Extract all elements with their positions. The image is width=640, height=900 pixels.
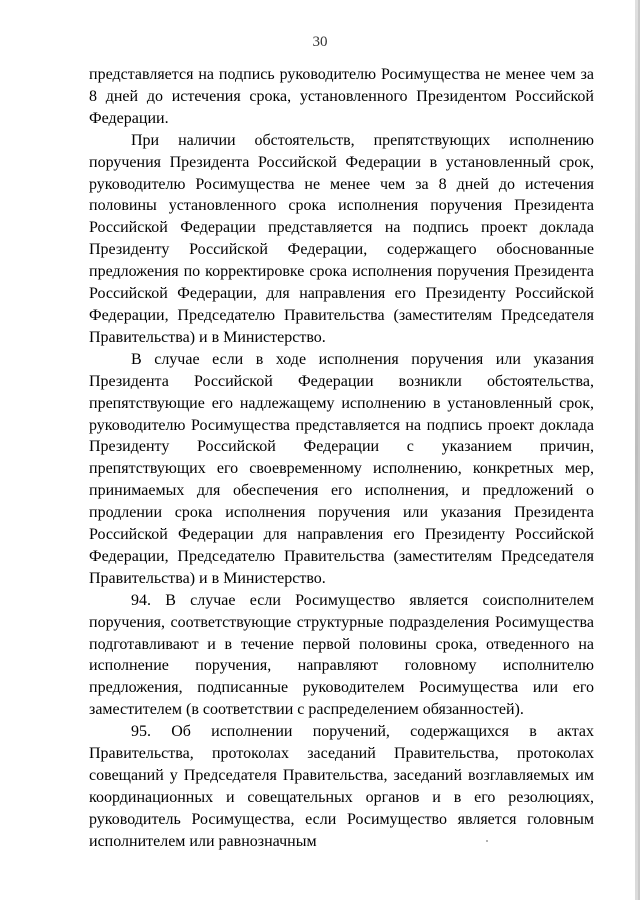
document-body (89, 64, 594, 853)
paragraph-obstacles: В случае если в ходе исполнения поручения или указания Президента Российской Федерации возникли обстоятельства, препятствующие его надлежащему исполнению в установленный срок, руководителю Росимущества представляется на подпись проект доклада Президенту Российской Федерации с указанием причин, препятствующих его своевременному исполнению, конкретных мер, принимаемых для обеспечения его исполнения, и предложений о продлении срока исполнения поручения или указания Президента Российской Федерации для направления его Президенту Российской Федерации, Председателю Правительства (заместителям Председателя Правительства) и в Министерство. (89, 350, 594, 587)
paragraph-94: 94. В случае если Росимущество является соисполнителем поручения, соответствующие структурные подразделения Росимущества подготавливают и в течение первой половины срока, отведенного на исполнение поручения, направляют головному исполнителю предложения, подписанные руководителем Росимущества или его заместителем (в соответствии с распределением обязанностей). (89, 591, 594, 719)
scan-edge (635, 0, 638, 900)
paragraph-continuation: представляется на подпись руководителю Росимущества не менее чем за 8 дней до истечения срока, установленного Президентом Российской Федерации. (89, 66, 594, 127)
scan-speck (486, 840, 488, 842)
page-number: 30 (312, 34, 328, 50)
paragraph-circumstances: При наличии обстоятельств, препятствующих исполнению поручения Президента Российской Федерации в установленный срок, руководителю Росимущества не менее чем за 8 дней до истечения половины установленного срока исполнения поручения Президента Российской Федерации представляется на подпись проект доклада Президенту Российской Федерации, содержащего обоснованные предложения по корректировке срока исполнения поручения Президента Российской Федерации, для направления его Президенту Российской Федерации, Председателю Правительства (заместителям Председателя Правительства) и в Министерство. (89, 131, 594, 346)
paragraph-95: 95. Об исполнении поручений, содержащихся в актах Правительства, протоколах заседаний Правительства, протоколах совещаний у Председателя Правительства, заседаний возглавляемых им координационных и совещательных органов и в его резолюциях, руководитель Росимущества, если Росимущество является головным исполнителем или равнозначным (89, 723, 594, 850)
